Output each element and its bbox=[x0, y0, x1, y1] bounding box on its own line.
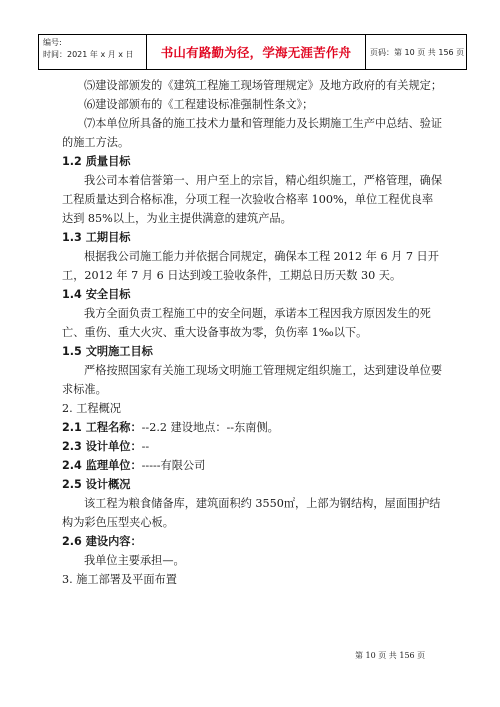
header-meta bbox=[39, 35, 147, 69]
heading-construction-content: 2.6 建设内容： bbox=[62, 535, 142, 548]
heading-deployment-layout: 3. 施工部署及平面布置 bbox=[62, 573, 177, 586]
paragraph-quality-goal: 我公司本着信誉第一、用户至上的宗旨，精心组织施工，严格管理，确保工程质量达到合格标准，分项工程一次验收合格率 100%，单位工程优良率达到 85%以上，为业主提供满意的建筑产品。 bbox=[62, 174, 443, 225]
heading-project-overview: 2. 工程概况 bbox=[62, 402, 121, 415]
value-project-name: --2.2 建设地点： bbox=[141, 421, 227, 434]
heading-quality-goal: 1.2 质量目标 bbox=[62, 155, 131, 168]
page-header bbox=[38, 34, 467, 70]
heading-civil-construction-goal: 1.5 文明施工目标 bbox=[62, 345, 153, 358]
heading-schedule-goal: 1.3 工期目标 bbox=[62, 231, 131, 244]
paragraph-civil-construction-goal: 严格按照国家有关施工现场文明施工管理规定组织施工，达到建设单位要求标准。 bbox=[62, 364, 443, 396]
header-page-info: 页码：第 10 页 共 156 页 bbox=[370, 47, 465, 57]
heading-safety-goal: 1.4 安全目标 bbox=[62, 288, 131, 301]
label-project-name: 2.1 工程名称： bbox=[62, 421, 142, 434]
paragraph-design-overview: 该工程为粮食储备库，建筑面积约 3550㎡，上部为钢结构，屋面围护结构为彩色压型夹心板。 bbox=[62, 497, 441, 529]
value-design-unit: -- bbox=[141, 440, 150, 453]
paragraph-item-6: ⑹建设部颁布的《工程建设标准强制性条文》； bbox=[84, 98, 314, 111]
item-project-name bbox=[62, 418, 442, 437]
label-design-unit: 2.3 设计单位： bbox=[62, 440, 142, 453]
paragraph-item-7: ⑺本单位所具备的施工技术力量和管理能力及长期施工生产中总结、验证的施工方法。 bbox=[62, 117, 443, 149]
item-supervision-unit bbox=[62, 456, 442, 475]
value-location: --东南侧。 bbox=[226, 421, 279, 434]
label-supervision-unit: 2.4 监理单位： bbox=[62, 459, 142, 472]
heading-design-overview: 2.5 设计概况 bbox=[62, 478, 131, 491]
doc-time: 时间：2021 年 x 月 x 日 bbox=[43, 50, 134, 59]
paragraph-item-5: ⑸建设部颁发的《建筑工程施工现场管理规定》及地方政府的有关规定； bbox=[84, 79, 443, 92]
doc-number: 编号: bbox=[43, 38, 62, 47]
paragraph-construction-content: 我单位主要承担—。 bbox=[84, 554, 185, 567]
paragraph-safety-goal: 我方全面负责工程施工中的安全问题，承诺本工程因我方原因发生的死亡、重伤、重大火灾、重大设备事故为零，负伤率 1‰以下。 bbox=[62, 307, 431, 339]
page-footer: 第 10 页 共 156 页 bbox=[355, 651, 426, 660]
item-design-unit bbox=[62, 437, 442, 456]
document-body bbox=[62, 76, 442, 589]
header-motto: 书山有路勤为径，学海无涯苦作舟 bbox=[147, 35, 366, 69]
paragraph-schedule-goal: 根据我公司施工能力并依据合同规定，确保本工程 2012 年 6 月 7 日开工，2012 年 7 月 6 日达到竣工验收条件，工期总日历天数 30 天。 bbox=[62, 250, 439, 282]
value-supervision-unit: -----有限公司 bbox=[141, 459, 206, 472]
